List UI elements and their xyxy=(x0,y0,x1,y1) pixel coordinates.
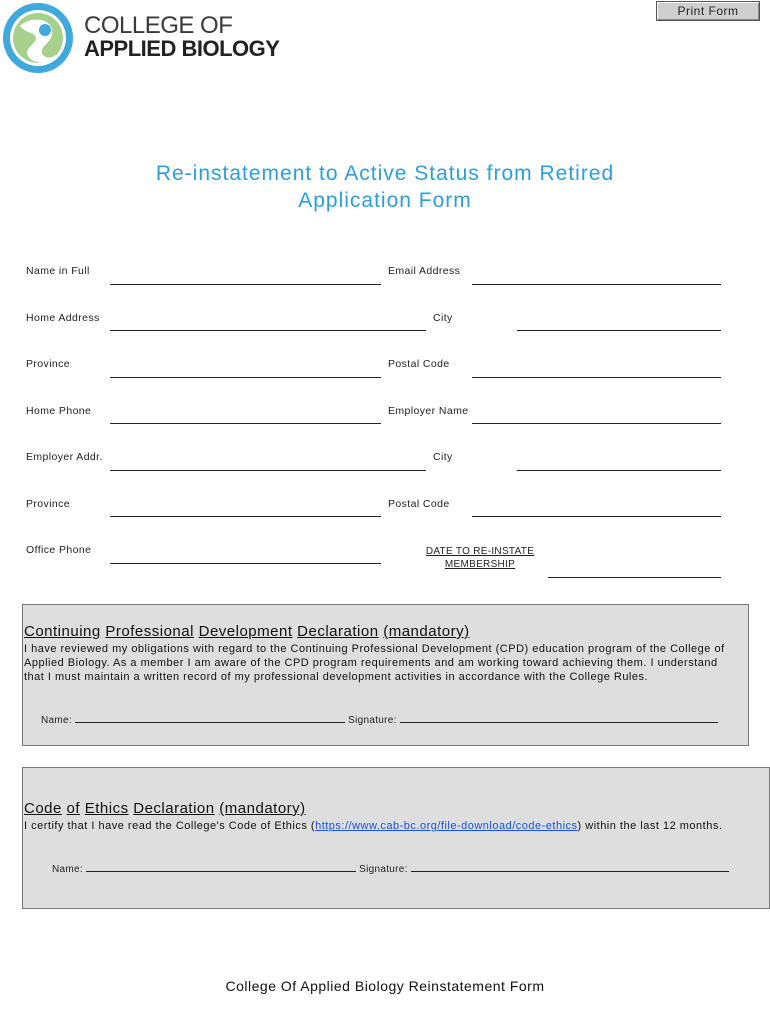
employer-addr-label: Employer Addr. xyxy=(26,451,103,463)
cpd-title-word4: Declaration xyxy=(297,623,379,640)
cpd-signature-row xyxy=(41,713,731,726)
employer-name-label: Employer Name xyxy=(388,405,469,417)
employer-postal-code-field[interactable] xyxy=(472,516,721,517)
cpd-name-label: Name: xyxy=(41,715,72,726)
ethics-name-label: Name: xyxy=(52,864,83,875)
home-address-label: Home Address xyxy=(26,312,100,324)
ethics-title-word4: Declaration xyxy=(133,800,215,817)
employer-postal-code-label: Postal Code xyxy=(388,498,450,510)
ethics-title-word3: Ethics xyxy=(84,800,129,817)
form-title-line2: Application Form xyxy=(298,189,472,212)
cpd-signature-field[interactable] xyxy=(400,713,718,723)
logo-text-line1: COLLEGE OF xyxy=(84,12,233,39)
email-address-label: Email Address xyxy=(388,265,461,277)
name-in-full-label: Name in Full xyxy=(26,265,90,277)
form-title-line1: Re-instatement to Active Status from Retired xyxy=(155,162,615,185)
college-logo-icon xyxy=(0,0,76,76)
employer-name-field[interactable] xyxy=(472,423,721,424)
ethics-text-after: ) within the last 12 months. xyxy=(577,820,723,832)
date-to-reinstate-label-line1: DATE TO RE-INSTATE xyxy=(425,546,535,557)
home-address-field[interactable] xyxy=(110,330,426,331)
office-phone-label: Office Phone xyxy=(26,544,92,556)
cpd-name-field[interactable] xyxy=(75,713,345,723)
email-address-field[interactable] xyxy=(472,284,721,285)
cpd-title-word2: Professional xyxy=(105,623,194,640)
print-form-button[interactable]: Print Form xyxy=(656,1,760,21)
cpd-title-word1: Continuing xyxy=(24,623,101,640)
city-label: City xyxy=(433,312,453,324)
ethics-name-field[interactable] xyxy=(86,862,356,872)
employer-city-label: City xyxy=(433,451,453,463)
ethics-signature-label: Signature: xyxy=(359,864,408,875)
ethics-signature-row xyxy=(52,862,752,875)
ethics-declaration-text xyxy=(24,819,750,833)
ethics-text-before: I certify that I have read the College's Code of Ethics ( xyxy=(24,820,316,832)
ethics-title-word2: of xyxy=(66,800,81,817)
employer-province-label: Province xyxy=(26,498,71,510)
name-in-full-field[interactable] xyxy=(110,284,381,285)
ethics-title-word5: (mandatory) xyxy=(219,800,306,817)
cpd-signature-label: Signature: xyxy=(348,715,397,726)
cpd-title-word5: (mandatory) xyxy=(383,623,470,640)
province-field[interactable] xyxy=(110,377,381,378)
ethics-signature-field[interactable] xyxy=(411,862,729,872)
province-label: Province xyxy=(26,358,71,370)
postal-code-label: Postal Code xyxy=(388,358,450,370)
employer-city-field[interactable] xyxy=(517,470,721,471)
ethics-title-word1: Code xyxy=(24,800,62,817)
cpd-declaration-title xyxy=(24,623,470,640)
logo-text-line2: APPLIED BIOLOGY xyxy=(84,36,280,61)
date-to-reinstate-field[interactable] xyxy=(548,577,721,578)
employer-addr-field[interactable] xyxy=(110,470,426,471)
ethics-declaration-title xyxy=(24,800,306,817)
ethics-declaration-box xyxy=(22,767,770,909)
home-phone-field[interactable] xyxy=(110,423,381,424)
date-to-reinstate-label-line2: MEMBERSHIP xyxy=(444,559,516,570)
cpd-declaration-text: I have reviewed my obligations with regard to the Continuing Professional Development (CPD) education program of the College of Applied Biology. As a member I am aware of the CPD program requirements and am working toward achieving them. I understand that I must maintain a written record of my professional development activities in accordance with the College Rules. xyxy=(24,643,725,683)
home-phone-label: Home Phone xyxy=(26,405,92,417)
cpd-title-word3: Development xyxy=(198,623,293,640)
code-of-ethics-link[interactable]: https://www.cab-bc.org/file-download/code-ethics xyxy=(315,820,578,832)
city-field[interactable] xyxy=(517,330,721,331)
employer-province-field[interactable] xyxy=(110,516,381,517)
page-footer: College Of Applied Biology Reinstatement Form xyxy=(225,978,545,994)
office-phone-field[interactable] xyxy=(110,563,381,564)
date-to-reinstate-label xyxy=(410,545,550,571)
postal-code-field[interactable] xyxy=(472,377,721,378)
